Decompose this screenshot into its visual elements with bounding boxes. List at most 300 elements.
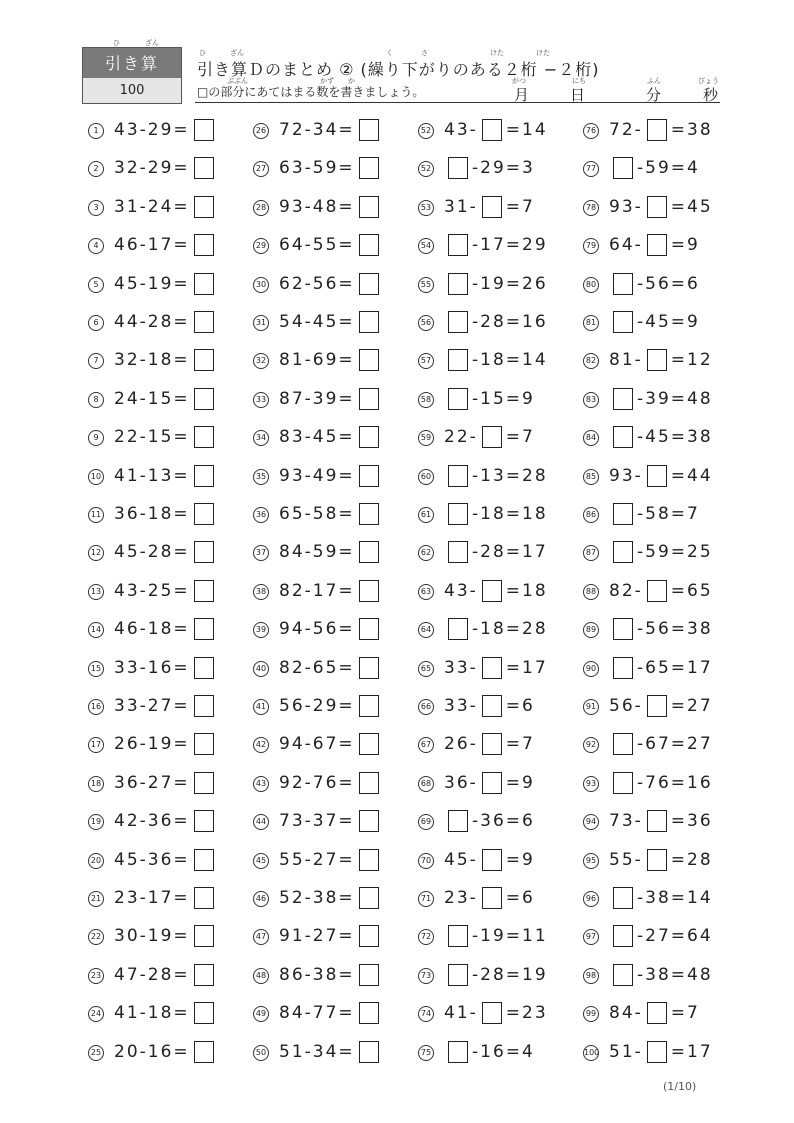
problem-item (575, 614, 740, 644)
subtrahend: 19 (480, 273, 506, 294)
answer-box[interactable] (359, 349, 379, 371)
problem-item (80, 653, 245, 683)
equals-sign: = (670, 273, 688, 294)
minuend: 54 (279, 312, 305, 332)
problem-expression (114, 729, 218, 759)
minus-sign: - (637, 542, 646, 563)
answer-box[interactable] (359, 119, 379, 141)
answer-box[interactable] (647, 695, 667, 717)
answer-box[interactable] (613, 388, 633, 410)
problem-item (410, 153, 575, 183)
problem-number: 87 (583, 545, 599, 561)
problem-row (80, 384, 740, 414)
minus-sign: - (304, 696, 313, 716)
problem-number: 97 (583, 929, 599, 945)
answer-box[interactable] (194, 157, 214, 179)
problem-number: 91 (583, 699, 599, 715)
equals-sign: = (670, 926, 688, 947)
minus-sign: - (637, 312, 646, 332)
answer-box[interactable] (613, 772, 633, 794)
answer-box[interactable] (194, 196, 214, 218)
answer-box[interactable] (359, 157, 379, 179)
problem-item (80, 307, 245, 337)
minus-sign: - (472, 926, 481, 947)
answer-box[interactable] (613, 503, 633, 525)
subtrahend: 18 (147, 1003, 174, 1024)
result: 7 (522, 734, 535, 755)
result: 48 (687, 388, 713, 409)
minus-sign: - (139, 542, 148, 563)
answer-box[interactable] (613, 964, 633, 986)
problem-expression (114, 461, 218, 491)
answer-box[interactable] (482, 733, 502, 755)
equals-sign: = (173, 427, 190, 448)
problem-row (80, 345, 740, 375)
minus-sign: - (304, 1003, 313, 1024)
problem-expression (279, 653, 383, 683)
problem-number: 47 (253, 929, 269, 945)
answer-box[interactable] (194, 695, 214, 717)
answer-box[interactable] (359, 426, 379, 448)
problem-number: 75 (418, 1045, 434, 1061)
problem-number: 21 (88, 891, 104, 907)
result: 6 (522, 696, 535, 716)
equals-sign: = (338, 542, 355, 563)
minuend: 51 (609, 1041, 635, 1062)
answer-box[interactable] (359, 810, 379, 832)
subtrahend: 28 (147, 542, 174, 563)
answer-box[interactable] (482, 772, 502, 794)
problem-number: 42 (253, 737, 269, 753)
answer-box[interactable] (448, 541, 468, 563)
answer-box[interactable] (482, 1002, 502, 1024)
minuend: 23 (114, 888, 140, 908)
equals-sign: = (338, 888, 355, 908)
minus-sign: - (139, 120, 148, 140)
problem-item (245, 845, 410, 875)
minuend: 82 (279, 580, 305, 601)
minuend: 36 (444, 772, 470, 793)
answer-box[interactable] (448, 349, 468, 371)
equals-sign: = (505, 580, 523, 601)
minus-sign: - (304, 811, 313, 832)
answer-box[interactable] (482, 695, 502, 717)
answer-box[interactable] (359, 925, 379, 947)
result: 16 (522, 312, 548, 332)
equals-sign: = (505, 772, 523, 793)
answer-box[interactable] (359, 580, 379, 602)
problem-expression (609, 883, 713, 913)
equals-sign: = (338, 696, 355, 716)
equals-sign: = (173, 1003, 190, 1024)
equals-sign: = (173, 849, 190, 870)
result: 17 (687, 1041, 713, 1062)
equals-sign: = (505, 504, 523, 524)
minus-sign: - (139, 388, 148, 409)
problem-item (80, 691, 245, 721)
minuend: 83 (279, 427, 305, 448)
minus-sign: - (472, 811, 481, 832)
answer-box[interactable] (194, 426, 214, 448)
answer-box[interactable] (613, 733, 633, 755)
answer-box[interactable] (448, 925, 468, 947)
problem-item (245, 461, 410, 491)
minus-sign: - (469, 734, 478, 755)
minus-sign: - (139, 350, 148, 371)
equals-sign: = (670, 619, 688, 640)
problem-item (80, 461, 245, 491)
subtrahend: 37 (312, 811, 339, 832)
problem-expression (609, 921, 713, 951)
answer-box[interactable] (613, 157, 633, 179)
result: 45 (687, 196, 713, 217)
problem-number: 52 (418, 123, 434, 139)
minus-sign: - (472, 350, 481, 371)
answer-box[interactable] (194, 465, 214, 487)
answer-box[interactable] (647, 349, 667, 371)
minus-sign: - (472, 235, 481, 256)
second-ruby: びょう (698, 77, 719, 85)
answer-box[interactable] (647, 1041, 667, 1063)
result: 44 (687, 465, 713, 486)
subtrahend: 34 (312, 1041, 339, 1062)
problem-number: 35 (253, 469, 269, 485)
answer-box[interactable] (194, 349, 214, 371)
problem-expression (609, 614, 713, 644)
answer-box[interactable] (613, 887, 633, 909)
answer-box[interactable] (448, 465, 468, 487)
answer-box[interactable] (647, 1002, 667, 1024)
problem-item (410, 729, 575, 759)
problem-expression (114, 499, 218, 529)
minus-sign: - (304, 964, 313, 985)
minus-sign: - (139, 273, 148, 294)
minuend: 32 (114, 158, 140, 179)
subtrahend: 18 (480, 350, 506, 371)
answer-box[interactable] (194, 964, 214, 986)
answer-box[interactable] (194, 580, 214, 602)
answer-box[interactable] (482, 196, 502, 218)
problem-expression (609, 499, 700, 529)
minus-sign: - (472, 964, 481, 985)
answer-box[interactable] (359, 234, 379, 256)
minus-sign: - (139, 657, 148, 678)
subtrahend: 19 (480, 926, 506, 947)
answer-box[interactable] (448, 273, 468, 295)
title-badge (82, 39, 182, 104)
problem-item (575, 768, 740, 798)
answer-box[interactable] (647, 119, 667, 141)
answer-box[interactable] (448, 503, 468, 525)
subtrahend: 69 (312, 350, 339, 371)
problem-expression (114, 883, 218, 913)
minus-sign: - (304, 619, 313, 640)
answer-box[interactable] (613, 273, 633, 295)
answer-box[interactable] (359, 964, 379, 986)
problem-expression (279, 537, 383, 567)
answer-box[interactable] (482, 580, 502, 602)
minus-sign: - (472, 504, 481, 524)
answer-box[interactable] (194, 234, 214, 256)
minus-sign: - (637, 158, 646, 179)
answer-box[interactable] (359, 657, 379, 679)
equals-sign: = (338, 273, 355, 294)
answer-box[interactable] (194, 1002, 214, 1024)
minuend: 45 (114, 273, 140, 294)
problem-item (245, 729, 410, 759)
answer-box[interactable] (647, 580, 667, 602)
minus-sign: - (469, 580, 478, 601)
result: 7 (522, 196, 535, 217)
subtrahend: 25 (147, 580, 174, 601)
answer-box[interactable] (613, 426, 633, 448)
answer-box[interactable] (647, 465, 667, 487)
answer-box[interactable] (194, 503, 214, 525)
answer-box[interactable] (194, 388, 214, 410)
problem-item (575, 960, 740, 990)
problem-item (80, 422, 245, 452)
answer-box[interactable] (647, 234, 667, 256)
answer-box[interactable] (448, 618, 468, 640)
minus-sign: - (304, 734, 313, 755)
answer-box[interactable] (359, 541, 379, 563)
minuend: 47 (114, 964, 140, 985)
result: 26 (522, 273, 548, 294)
subtrahend: 76 (312, 772, 339, 793)
problem-expression (114, 921, 218, 951)
answer-box[interactable] (359, 273, 379, 295)
answer-box[interactable] (194, 657, 214, 679)
minuend: 51 (279, 1041, 305, 1062)
problem-number: 27 (253, 161, 269, 177)
subtrahend: 28 (480, 312, 506, 332)
answer-box[interactable] (448, 234, 468, 256)
answer-box[interactable] (448, 157, 468, 179)
answer-box[interactable] (448, 810, 468, 832)
equals-sign: = (505, 1041, 523, 1062)
subtrahend: 67 (645, 734, 671, 755)
subtrahend: 13 (480, 465, 506, 486)
answer-box[interactable] (194, 887, 214, 909)
badge-label: 引き算 (83, 48, 181, 78)
problem-expression (609, 653, 713, 683)
problem-item (245, 307, 410, 337)
answer-box[interactable] (613, 925, 633, 947)
subtrahend: 67 (312, 734, 339, 755)
problem-number: 33 (253, 392, 269, 408)
answer-box[interactable] (359, 849, 379, 871)
header-divider (195, 102, 720, 103)
problem-item (245, 576, 410, 606)
equals-sign: = (173, 350, 190, 371)
answer-box[interactable] (359, 196, 379, 218)
minus-sign: - (304, 235, 313, 256)
minus-sign: - (304, 312, 313, 332)
problem-number: 54 (418, 238, 434, 254)
answer-box[interactable] (359, 388, 379, 410)
equals-sign: = (505, 427, 523, 448)
problem-number: 4 (88, 238, 104, 254)
problem-expression (609, 269, 700, 299)
badge-ruby-2: ざん (145, 39, 159, 47)
minuend: 64 (279, 235, 305, 256)
equals-sign: = (338, 504, 355, 524)
problem-number: 89 (583, 622, 599, 638)
answer-box[interactable] (194, 618, 214, 640)
problem-expression (444, 576, 548, 606)
answer-box[interactable] (613, 618, 633, 640)
second-label: 秒 (703, 86, 719, 104)
answer-box[interactable] (359, 503, 379, 525)
problem-item (245, 614, 410, 644)
answer-box[interactable] (194, 733, 214, 755)
answer-box[interactable] (359, 618, 379, 640)
problem-expression (609, 192, 713, 222)
answer-box[interactable] (194, 810, 214, 832)
answer-box[interactable] (448, 964, 468, 986)
problem-expression (279, 845, 383, 875)
problem-expression (444, 768, 535, 798)
minus-sign: - (304, 580, 313, 601)
answer-box[interactable] (482, 849, 502, 871)
answer-box[interactable] (482, 887, 502, 909)
result: 18 (522, 504, 548, 524)
problem-number: 38 (253, 584, 269, 600)
problem-expression (114, 422, 218, 452)
minuend: 82 (279, 657, 305, 678)
answer-box[interactable] (448, 388, 468, 410)
answer-box[interactable] (359, 887, 379, 909)
minus-sign: - (304, 888, 313, 908)
result: 14 (687, 888, 713, 908)
answer-box[interactable] (482, 426, 502, 448)
answer-box[interactable] (613, 311, 633, 333)
problem-number: 82 (583, 353, 599, 369)
minus-sign: - (637, 734, 646, 755)
problem-number: 92 (583, 737, 599, 753)
minute-ruby: ふん (647, 77, 661, 85)
equals-sign: = (505, 811, 523, 832)
answer-box[interactable] (194, 1041, 214, 1063)
answer-box[interactable] (482, 119, 502, 141)
answer-box[interactable] (448, 311, 468, 333)
problem-item (80, 345, 245, 375)
result: 14 (522, 350, 548, 371)
problem-number: 58 (418, 392, 434, 408)
problem-number: 100 (583, 1045, 599, 1061)
answer-box[interactable] (359, 1041, 379, 1063)
answer-box[interactable] (359, 733, 379, 755)
problem-number: 94 (583, 814, 599, 830)
minuend: 45 (114, 849, 140, 870)
answer-box[interactable] (448, 1041, 468, 1063)
problem-number: 32 (253, 353, 269, 369)
answer-box[interactable] (359, 695, 379, 717)
problem-row (80, 576, 740, 606)
answer-box[interactable] (613, 541, 633, 563)
answer-box[interactable] (194, 311, 214, 333)
answer-box[interactable] (647, 810, 667, 832)
minuend: 22 (444, 427, 470, 448)
equals-sign: = (505, 542, 523, 563)
minus-sign: - (637, 619, 646, 640)
minus-sign: - (472, 542, 481, 563)
problem-number: 20 (88, 853, 104, 869)
problem-expression (279, 461, 383, 491)
problem-expression (279, 345, 383, 375)
title-ruby-5: けた (490, 49, 504, 57)
equals-sign: = (338, 619, 355, 640)
equals-sign: = (338, 235, 355, 256)
problem-item (80, 998, 245, 1028)
subtrahend: 34 (312, 120, 339, 140)
answer-box[interactable] (359, 465, 379, 487)
title-ruby-6: けた (536, 49, 550, 57)
problem-item (410, 998, 575, 1028)
minus-sign: - (634, 235, 643, 256)
subtrahend: 19 (147, 926, 174, 947)
problem-expression (444, 653, 548, 683)
problem-expression (279, 614, 383, 644)
answer-box[interactable] (194, 541, 214, 563)
equals-sign: = (338, 734, 355, 755)
answer-box[interactable] (194, 925, 214, 947)
problem-expression (279, 499, 383, 529)
answer-box[interactable] (194, 849, 214, 871)
answer-box[interactable] (647, 196, 667, 218)
answer-box[interactable] (647, 849, 667, 871)
answer-box[interactable] (194, 119, 214, 141)
subtrahend: 28 (480, 542, 506, 563)
problem-item (575, 921, 740, 951)
minuend: 33 (114, 657, 140, 678)
answer-box[interactable] (194, 273, 214, 295)
problem-row (80, 614, 740, 644)
problem-row (80, 729, 740, 759)
minus-sign: - (139, 811, 148, 832)
problem-item (410, 806, 575, 836)
equals-sign: = (670, 312, 688, 332)
equals-sign: = (173, 772, 190, 793)
problem-item (80, 230, 245, 260)
answer-box[interactable] (194, 772, 214, 794)
problem-number: 6 (88, 315, 104, 331)
equals-sign: = (173, 158, 190, 179)
minuend: 41 (444, 1003, 470, 1024)
minus-sign: - (469, 772, 478, 793)
result: 17 (522, 542, 548, 563)
result: 9 (522, 772, 535, 793)
answer-box[interactable] (482, 657, 502, 679)
problem-expression (114, 806, 218, 836)
equals-sign: = (505, 465, 523, 486)
problem-expression (444, 345, 548, 375)
minuend: 46 (114, 619, 140, 640)
minuend: 26 (444, 734, 470, 755)
minus-sign: - (139, 734, 148, 755)
minus-sign: - (304, 772, 313, 793)
answer-box[interactable] (613, 657, 633, 679)
result: 27 (687, 734, 713, 755)
problem-expression (609, 384, 713, 414)
answer-box[interactable] (359, 772, 379, 794)
answer-box[interactable] (359, 311, 379, 333)
answer-box[interactable] (359, 1002, 379, 1024)
problem-number: 59 (418, 430, 434, 446)
problem-row (80, 307, 740, 337)
equals-sign: = (670, 542, 688, 563)
minuend: 93 (279, 196, 305, 217)
